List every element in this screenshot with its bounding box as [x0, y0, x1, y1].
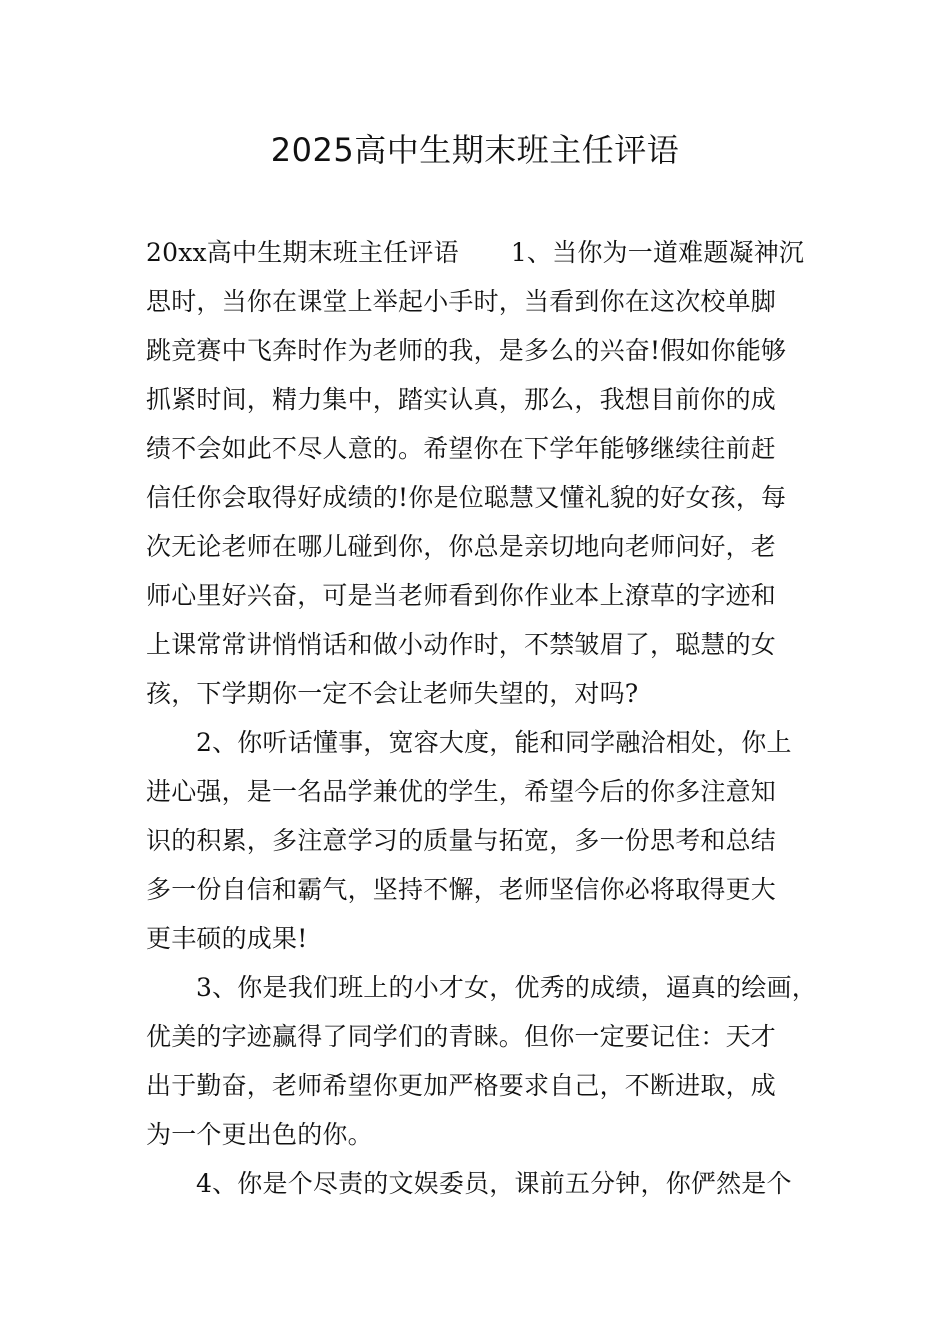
text-line-5: 绩不会如此不尽人意的。希望你在下学年能够继续往前赶: [146, 434, 777, 463]
text-line-4: 抓紧时间，精力集中，踏实认真，那么，我想目前你的成: [146, 385, 777, 414]
text-line-17: 优美的字迹赢得了同学们的青睐。但你一定要记住：天才: [146, 1022, 777, 1051]
text-line-10: 孩，下学期你一定不会让老师失望的，对吗?: [146, 679, 639, 708]
text-line-9: 上课常常讲悄悄话和做小动作时，不禁皱眉了，聪慧的女: [146, 630, 777, 659]
text-line-13: 识的积累，多注意学习的质量与拓宽，多一份思考和总结: [146, 826, 777, 855]
text-line-3: 跳竞赛中飞奔时作为老师的我，是多么的兴奋!假如你能够: [146, 336, 787, 365]
text-line-14: 多一份自信和霸气，坚持不懈，老师坚信你必将取得更大: [146, 875, 777, 904]
text-line-1-content: 1、当你为一道难题凝神沉: [510, 238, 805, 267]
document-body: [146, 228, 817, 1208]
text-line-1: [146, 228, 806, 277]
text-line-8: 师心里好兴奋，可是当老师看到你作业本上潦草的字迹和: [146, 581, 777, 610]
text-line-6: 信任你会取得好成绩的!你是位聪慧又懂礼貌的好女孩，每: [146, 483, 787, 512]
text-line-11: 2、你听话懂事，宽容大度，能和同学融洽相处，你上: [196, 728, 792, 757]
text-line-12: 进心强，是一名品学兼优的学生，希望今后的你多注意知: [146, 777, 777, 806]
text-line-1-prefix: 20xx高中生期末班主任评语: [146, 238, 459, 267]
text-line-7: 次无论老师在哪儿碰到你，你总是亲切地向老师问好，老: [146, 532, 777, 561]
text-line-2: 思时，当你在课堂上举起小手时，当看到你在这次校单脚: [146, 287, 777, 316]
text-line-16: 3、你是我们班上的小才女，优秀的成绩，逼真的绘画，: [196, 973, 817, 1002]
text-line-18: 出于勤奋，老师希望你更加严格要求自己，不断进取，成: [146, 1071, 777, 1100]
text-line-19: 为一个更出色的你。: [146, 1120, 373, 1149]
page-title: 2025高中生期末班主任评语: [270, 131, 680, 169]
text-line-20: 4、你是个尽责的文娱委员，课前五分钟，你俨然是个: [196, 1169, 792, 1198]
text-line-15: 更丰硕的成果!: [146, 924, 308, 953]
